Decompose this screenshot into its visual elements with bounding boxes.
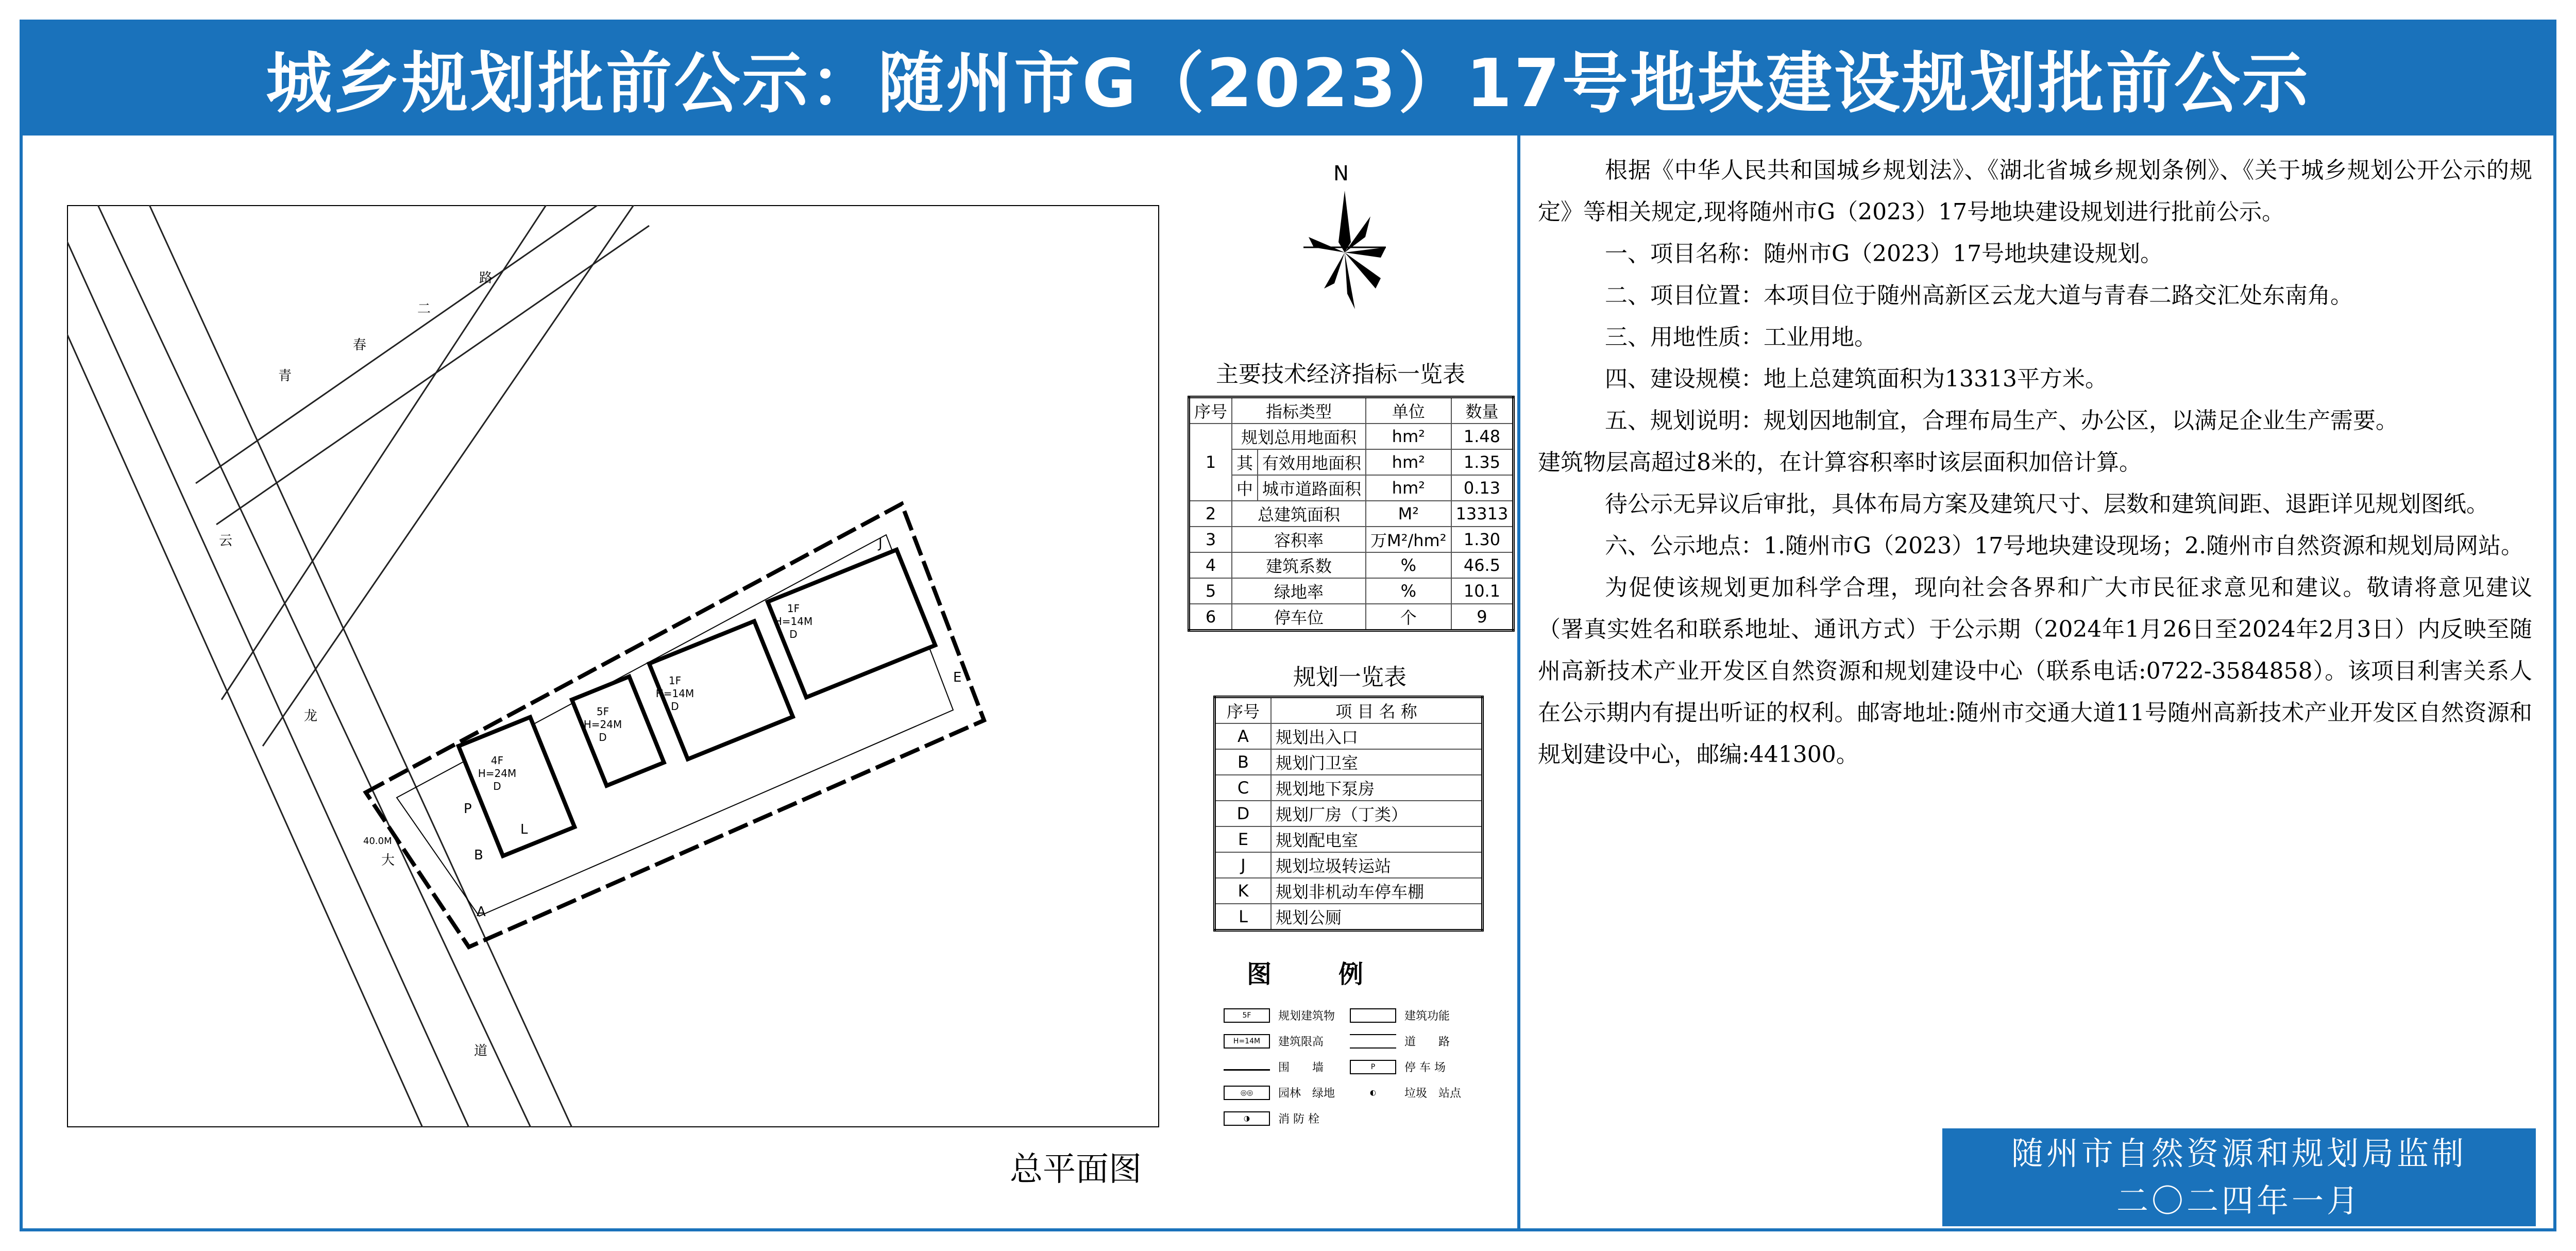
table-row: C 规划地下泵房: [1215, 775, 1483, 801]
notice-paragraph: 二、项目位置：本项目位于随州高新区云龙大道与青春二路交汇处东南角。: [1605, 282, 2353, 309]
site-plan-drawing: [67, 205, 1159, 1127]
building-d3-floors: 1F: [668, 674, 682, 687]
table-row: E 规划配电室: [1215, 826, 1483, 852]
parking-symbol-icon: P: [1350, 1060, 1396, 1074]
col-unit: 单位: [1366, 397, 1451, 424]
table-row: 1 规划总用地面积 hm² 1.48: [1189, 424, 1514, 449]
legend-item-green: ◎◎ 园林 绿地: [1224, 1085, 1335, 1101]
marker-l: L: [520, 822, 528, 837]
road-yunlong-3: 大: [381, 853, 395, 868]
function-symbol-icon: [1350, 1008, 1396, 1023]
road-qingchun-4: 路: [479, 271, 493, 286]
building-d2: [572, 677, 664, 786]
table-row: 4 建筑系数 % 46.5: [1189, 552, 1514, 578]
building-d2-height: H=24M: [583, 718, 622, 731]
table-row: 2 总建筑面积 M² 13313: [1189, 501, 1514, 527]
road-qingchun-1: 青: [278, 368, 292, 384]
building-d2-floors: 5F: [596, 705, 609, 718]
legend-item-garbage: ◐ 垃圾 站点: [1350, 1085, 1461, 1101]
building-symbol-icon: 5F: [1224, 1008, 1270, 1023]
notice-paragraph: 待公示无异议后审批，具体布局方案及建筑尺寸、层数和建筑间距、退距详见规划图纸。: [1605, 491, 2489, 517]
building-d1: [459, 717, 574, 856]
building-d1-floors: 4F: [490, 754, 504, 767]
qingchun-road: [196, 205, 649, 746]
table-row: 5 绿地率 % 10.1: [1189, 578, 1514, 604]
tech-indicators-table: [1188, 396, 1515, 632]
tech-table-title: 主要技术经济指标一览表: [1216, 361, 1465, 387]
col-no: 序号: [1215, 697, 1272, 724]
table-row: 3 容积率 万M²/hm² 1.30: [1189, 527, 1514, 552]
dimension-40m: 40.0M: [363, 836, 392, 847]
road-qingchun-3: 二: [417, 301, 431, 317]
legend-item-parking: P 停 车 场: [1350, 1059, 1446, 1075]
legend-item-hydrant: ◑ 消 防 栓: [1224, 1110, 1319, 1126]
table-row: D 规划厂房（丁类）: [1215, 801, 1483, 826]
building-d1-type: D: [493, 780, 501, 792]
plan-table-header: [1215, 697, 1483, 724]
table-row: A 规划出入口: [1215, 723, 1483, 749]
notice-paragraph: 建筑物层高超过8米的，在计算容积率时该层面积加倍计算。: [1538, 449, 2142, 476]
building-d3-type: D: [671, 700, 679, 713]
issuer-name: 随州市自然资源和规划局监制: [2011, 1135, 2467, 1172]
road-yunlong-4: 道: [474, 1043, 488, 1059]
legend-title: 图例: [1247, 960, 1431, 989]
col-no: 序号: [1189, 397, 1232, 424]
notice-paragraph: 五、规划说明：规划因地制宜，合理布局生产、办公区，以满足企业生产需要。: [1605, 408, 2398, 434]
table-row: B 规划门卫室: [1215, 749, 1483, 775]
plan-caption: 总平面图: [1010, 1151, 1142, 1189]
road-yunlong-1: 云: [219, 533, 233, 549]
marker-a: A: [477, 904, 486, 920]
building-d4-type: D: [789, 628, 798, 640]
road-symbol-icon: [1350, 1034, 1396, 1049]
wall-symbol-icon: [1224, 1063, 1270, 1071]
table-row: 6 停车位 个 9: [1189, 604, 1514, 631]
legend-item-road: 道 路: [1350, 1033, 1450, 1049]
table-row: J 规划垃圾转运站: [1215, 852, 1483, 878]
building-d2-type: D: [599, 731, 607, 743]
planning-list-table: [1213, 696, 1484, 932]
road-yunlong-2: 龙: [304, 708, 318, 724]
issue-date: 二〇二四年一月: [2116, 1182, 2362, 1220]
table-row: K 规划非机动车停车棚: [1215, 878, 1483, 904]
yunlong-road: [67, 205, 572, 1127]
col-type: 指标类型: [1232, 397, 1366, 424]
building-d4-height: H=14M: [774, 615, 813, 628]
marker-b: B: [474, 848, 483, 863]
table-row: 中 城市道路面积 hm² 0.13: [1189, 475, 1514, 501]
legend-item-height: H=14M 建筑限高: [1224, 1033, 1324, 1049]
page-title: 城乡规划批前公示：随州市G（2023）17号地块建设规划批前公示: [20, 20, 2556, 136]
column-divider: [1517, 136, 1520, 1231]
north-label: N: [1333, 162, 1349, 185]
garbage-symbol-icon: ◐: [1369, 1088, 1377, 1097]
marker-e: E: [953, 670, 962, 685]
building-d3-height: H=14M: [655, 687, 694, 700]
notice-paragraph: 三、用地性质：工业用地。: [1605, 324, 1877, 350]
notice-paragraph: 根据《中华人民共和国城乡规划法》、《湖北省城乡规划条例》、《关于城乡规划公开公示的规定》等相关规定,现将随州市G（2023）17号地块建设规划进行批前公示。: [1538, 157, 2532, 225]
notice-paragraph: 一、项目名称：随州市G（2023）17号地块建设规划。: [1605, 241, 2163, 267]
notice-paragraph: 为促使该规划更加科学合理，现向社会各界和广大市民征求意见和建议。敬请将意见建议（署真实姓名和联系地址、通讯方式）于公示期（2024年1月26日至2024年2月3日）内反映至随州高新技术产业开发区自然资源和规划建设中心（联系电话:0722-3584858）。该项目利害关系人在公示期内有提出听证的权利。邮寄地址:随州市交通大道11号随州高新技术产业开发区自然资源和规划建设中心，邮编:441300。: [1538, 574, 2532, 768]
marker-j: J: [878, 536, 883, 551]
notice-text: [1538, 149, 2532, 775]
road-qingchun-2: 春: [353, 337, 367, 353]
marker-p: P: [464, 801, 472, 817]
legend-item-building: 5F 规划建筑物: [1224, 1007, 1335, 1023]
notice-paragraph: 六、公示地点：1.随州市G（2023）17号地块建设现场；2.随州市自然资源和规划局网站。: [1605, 533, 2524, 559]
issuer-footer: [1942, 1128, 2536, 1226]
height-symbol-icon: H=14M: [1224, 1034, 1270, 1049]
table-row: L 规划公厕: [1215, 904, 1483, 931]
plan-table-title: 规划一览表: [1293, 664, 1406, 690]
building-d1-height: H=24M: [478, 767, 517, 780]
building-d4-floors: 1F: [787, 602, 800, 615]
legend-item-function: 建筑功能: [1350, 1007, 1450, 1023]
col-name: 项 目 名 称: [1271, 697, 1483, 724]
hydrant-symbol-icon: ◑: [1224, 1111, 1270, 1126]
tech-table-header: [1189, 397, 1514, 424]
table-row: 其 有效用地面积 hm² 1.35: [1189, 449, 1514, 475]
legend-item-wall: 围 墙: [1224, 1059, 1324, 1075]
green-symbol-icon: ◎◎: [1224, 1086, 1270, 1100]
notice-paragraph: 四、建设规模：地上总建筑面积为13313平方米。: [1605, 366, 2108, 392]
compass-rose-icon: [1301, 160, 1388, 314]
col-value: 数量: [1451, 397, 1514, 424]
